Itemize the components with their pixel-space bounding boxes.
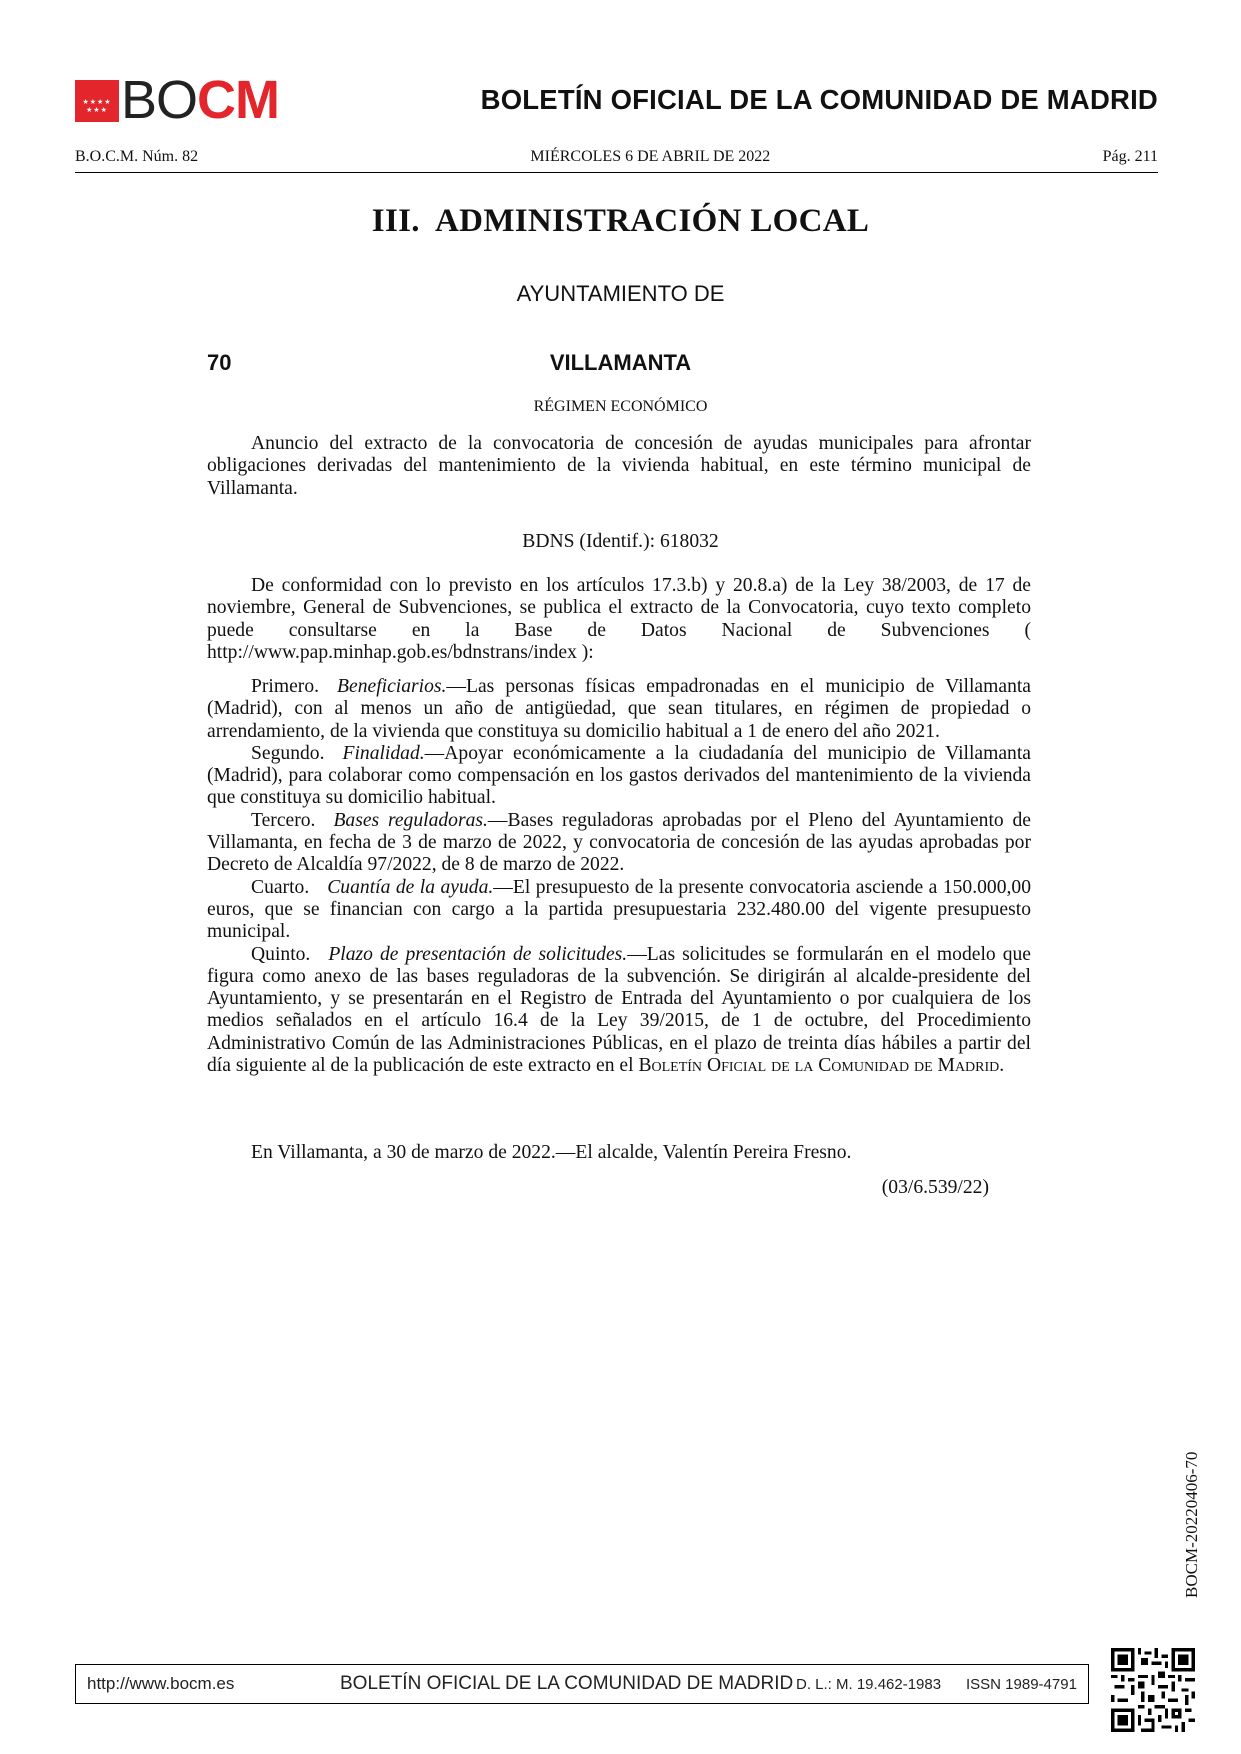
intro-paragraph xyxy=(207,575,1031,664)
bocm-logo xyxy=(75,70,280,130)
municipality-name: VILLAMANTA xyxy=(549,350,692,375)
logo-text-bo: BO xyxy=(121,70,198,130)
announcement-number: 70 xyxy=(207,350,232,375)
footer xyxy=(75,1664,1089,1704)
madrid-flag-icon: ★★★★ ★★★ xyxy=(75,80,119,122)
items-list xyxy=(207,676,1031,1077)
subject-heading: RÉGIMEN ECONÓMICO xyxy=(533,398,708,415)
logo-wordmark xyxy=(121,70,280,130)
section-title: III. ADMINISTRACIÓN LOCAL xyxy=(371,203,870,239)
item-heading: Plazo de presentación de solicitudes. xyxy=(328,943,628,965)
item-text: —Bases reguladoras aprobadas por el Pleno del Ayuntamiento de Villamanta, en fecha de 3 de marzo de 2022, y convocatoria de concesión de las ayudas aprobadas por Decreto de Alcaldía 97/2022, de 8 de marzo de 2022. xyxy=(207,809,1031,876)
list-item xyxy=(207,810,1031,877)
item-text-smallcaps: Boletín Oficial de la Comunidad de Madrid xyxy=(638,1055,1000,1077)
bdns-identifier: BDNS (Identif.): 618032 xyxy=(522,531,719,552)
announcement-text: Anuncio del extracto de la convocatoria de concesión de ayudas municipales para afrontar obligaciones derivadas del mantenimiento de la vivienda habitual, en este término municipal de Villamanta. xyxy=(207,433,1031,499)
item-label: Cuarto. xyxy=(251,876,310,898)
item-text-end: . xyxy=(999,1055,1005,1077)
item-label: Quinto. xyxy=(251,943,311,965)
issue-number: B.O.C.M. Núm. 82 xyxy=(75,148,199,165)
issue-date: MIÉRCOLES 6 DE ABRIL DE 2022 xyxy=(530,148,771,165)
page-number: Pág. 211 xyxy=(1102,148,1158,165)
item-label: Tercero. xyxy=(251,809,316,831)
logo-text-cm: CM xyxy=(197,70,280,130)
item-heading: Bases reguladoras. xyxy=(333,809,488,831)
item-text: —Apoyar económicamente a la ciudadanía del municipio de Villamanta (Madrid), para colaborar como compensación en los gastos derivados del mantenimiento de la vivienda que constituya su domicilio habitual. xyxy=(207,742,1031,809)
announcement-summary xyxy=(207,433,1031,500)
list-item xyxy=(207,877,1031,944)
list-item xyxy=(207,743,1031,810)
side-document-code xyxy=(1182,1451,1202,1616)
reference-code: (03/6.539/22) xyxy=(881,1177,989,1198)
ayuntamiento-heading: AYUNTAMIENTO DE xyxy=(516,281,725,306)
item-text: —El presupuesto de la presente convocatoria asciende a 150.000,00 euros, que se financian con cargo a la partida presupuestaria 232.480.00 del vigente presupuesto municipal. xyxy=(207,876,1032,943)
item-label: Segundo. xyxy=(251,742,325,764)
issue-meta-line xyxy=(75,148,1158,173)
legal-deposit: D. L.: M. 19.462-1983 xyxy=(796,1676,942,1693)
footer-title: BOLETÍN OFICIAL DE LA COMUNIDAD DE MADRID xyxy=(340,1673,794,1694)
item-text: —Las solicitudes se formularán en el modelo que figura como anexo de las bases reguladoras de la subvención. Se dirigirán al alcalde-presidente del Ayuntamiento, y se presentarán en el Registro de Entrada del Ayuntamiento o por cualquiera de los medios señalados en el artículo 16.4 de la Ley 39/2015, de 1 de octubre, del Procedimiento Administrativo Común de las Administraciones Públicas, en el plazo de treinta días hábiles a partir del día siguiente al de la publicación de este extracto en el xyxy=(207,943,1032,1077)
item-heading: Cuantía de la ayuda. xyxy=(327,876,494,898)
closing-paragraph xyxy=(207,1142,1031,1164)
footer-url-link[interactable]: http://www.bocm.es xyxy=(87,1674,235,1693)
closing-text: En Villamanta, a 30 de marzo de 2022.—El alcalde, Valentín Pereira Fresno. xyxy=(251,1142,852,1163)
item-text: —Las personas físicas empadronadas en el municipio de Villamanta (Madrid), con al menos un año de antigüedad, que sean titulares, en régimen de propiedad o arrendamiento, de la vivienda que constituya su domicilio habitual a 1 de enero del año 2021. xyxy=(207,676,1031,742)
qr-code-icon xyxy=(1111,1648,1195,1732)
bulletin-title: BOLETÍN OFICIAL DE LA COMUNIDAD DE MADRID xyxy=(480,84,1158,115)
item-heading: Finalidad. xyxy=(342,742,425,764)
item-heading: Beneficiarios. xyxy=(337,676,447,697)
issn: ISSN 1989-4791 xyxy=(966,1676,1077,1693)
side-code-text: BOCM-20220406-70 xyxy=(1182,1451,1201,1598)
list-item xyxy=(207,944,1031,1078)
list-item xyxy=(207,676,1031,743)
item-label: Primero. xyxy=(251,676,320,697)
intro-text: De conformidad con lo previsto en los artículos 17.3.b) y 20.8.a) de la Ley 38/2003, de 17 de noviembre, General de Subvenciones, se publica el extracto de la Convocatoria, cuyo texto completo puede consultarse en la Base de Datos Nacional de Subvenciones ( http://www.pap.minhap.gob.es/bdnstrans/index ): xyxy=(207,575,1031,663)
